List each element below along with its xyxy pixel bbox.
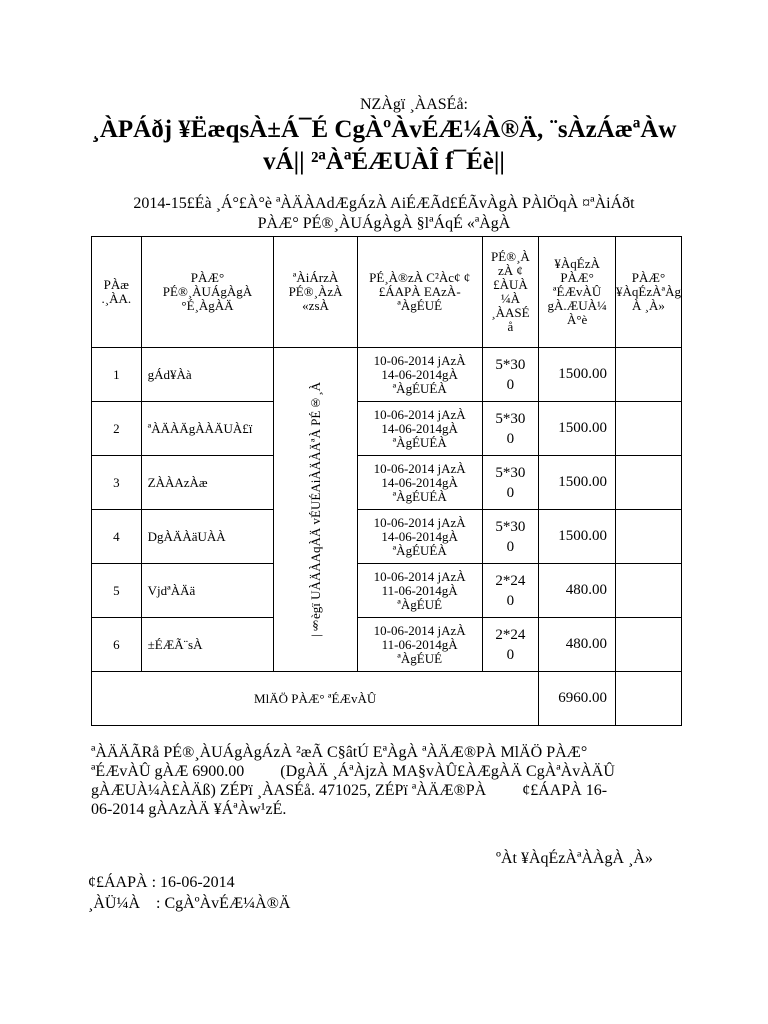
header-amount: ¥ÀqÉzÀ PÀÆ° ªÉÆvÀÛ gÀ.ÆUÀ¼ À°è bbox=[539, 237, 616, 348]
cell-worker-name: ZÀÀAzÀæ bbox=[141, 456, 274, 510]
document-ref-label: NZÀgï ¸ÀASÉå: bbox=[360, 96, 468, 113]
cell-work-period: 10-06-2014 jAzÀ 14-06-2014gÀ ªÀgÉUÉÀ bbox=[357, 348, 482, 402]
paragraph-line: ªÉÆvÀÛ gÀÆ 6900.00 (DgÀÄ ¸ÁªÀjzÀ MA§vÀÛ£ÀÆgÀÄ CgÀªÀvÀÄÛ bbox=[91, 763, 615, 780]
total-label: MlÄÖ PÀÆ° ªÉÆvÀÛ bbox=[92, 672, 539, 726]
cell-days: 5*30 0 bbox=[482, 402, 539, 456]
payment-paragraph bbox=[91, 743, 691, 819]
cell-serial: 4 bbox=[92, 510, 142, 564]
signature-label: ºÀt ¥ÀqÉzÀªÀÀgÀ ¸À» bbox=[496, 850, 653, 867]
cell-worker-name: DgÀÄÀäUÀÀ bbox=[141, 510, 274, 564]
paragraph-line: 06-2014 gÀAzÀÄ ¥ÁªÀw¹zÉ. bbox=[91, 801, 287, 818]
cell-days: 5*30 0 bbox=[482, 510, 539, 564]
cell-signature bbox=[615, 348, 681, 402]
table-body bbox=[92, 348, 682, 726]
cell-work-period: 10-06-2014 jAzÀ 14-06-2014gÀ ªÀgÉUÉÀ bbox=[357, 456, 482, 510]
cell-amount: 1500.00 bbox=[539, 456, 616, 510]
header-work-type: ªÀiÁrzÀ PÉ®¸ÀzÀ «zsÀ bbox=[274, 237, 358, 348]
table-header-row bbox=[92, 237, 682, 348]
document-title bbox=[0, 114, 768, 178]
work-type-text: |§ègï UÀÄÀAqÀÄ vÉUÉAiÀÄÀÄªÀ PÉ®¸À bbox=[307, 382, 323, 637]
cell-work-period: 10-06-2014 jAzÀ 14-06-2014gÀ ªÀgÉUÉÀ bbox=[357, 402, 482, 456]
cell-serial: 6 bbox=[92, 618, 142, 672]
cell-days: 5*30 0 bbox=[482, 456, 539, 510]
title-line-2: vÁ|| ²ªÀªÉÆUÀÎ f¯Éè|| bbox=[263, 148, 505, 175]
cell-days: 2*24 0 bbox=[482, 618, 539, 672]
header-worker-name: PÀÆ° PÉ®¸ÀUÁgÀgÀ °É¸ÀgÀÄ bbox=[141, 237, 274, 348]
cell-amount: 1500.00 bbox=[539, 402, 616, 456]
table-row bbox=[92, 456, 682, 510]
table-row bbox=[92, 402, 682, 456]
header-days: PÉ®¸À zÀ ¢ £ÀUÀ ¼À ¸ÀASÉ å bbox=[482, 237, 539, 348]
total-row bbox=[92, 672, 682, 726]
cell-serial: 1 bbox=[92, 348, 142, 402]
cell-worker-name: VjdªÀÄä bbox=[141, 564, 274, 618]
date-line: ¢£ÁAPÀ : 16-06-2014 bbox=[88, 874, 235, 891]
title-line-1: ¸ÀPÁðj ¥ËæqsÀ±Á¯É CgÀºÀvÉÆ¼À®Ä, ¨sÀzÁæªÀw bbox=[91, 116, 677, 143]
cell-work-period: 10-06-2014 jAzÀ 11-06-2014gÀ ªÀgÉUÉ bbox=[357, 564, 482, 618]
cell-serial: 3 bbox=[92, 456, 142, 510]
cell-worker-name: ±ÉÆÃ¨sÀ bbox=[141, 618, 274, 672]
cell-work-period: 10-06-2014 jAzÀ 14-06-2014gÀ ªÀgÉUÉÀ bbox=[357, 510, 482, 564]
cell-work-type bbox=[274, 348, 358, 672]
cell-signature bbox=[615, 564, 681, 618]
cell-amount: 480.00 bbox=[539, 618, 616, 672]
wage-table bbox=[91, 236, 682, 726]
table-row bbox=[92, 348, 682, 402]
subtitle-line-2: PÀÆ° PÉ®¸ÀUÁgÀgÀ §lªÁqÉ «ªÀgÀ bbox=[257, 215, 511, 232]
cell-days: 2*24 0 bbox=[482, 564, 539, 618]
cell-signature bbox=[615, 510, 681, 564]
header-serial: PÀæ .¸ÀA. bbox=[92, 237, 142, 348]
cell-worker-name: gÁd¥Àà bbox=[141, 348, 274, 402]
cell-signature bbox=[615, 456, 681, 510]
cell-worker-name: ªÀÄÀÄgÀÀÄUÀ£ï bbox=[141, 402, 274, 456]
cell-serial: 2 bbox=[92, 402, 142, 456]
table-row bbox=[92, 510, 682, 564]
paragraph-line: ªÀÄÄÃRå PÉ®¸ÀUÁgÀgÁzÀ ²æÃ C§âtÚ EªÀgÀ ªÀÄÆ®PÀ MlÄÖ PÀÆ° bbox=[91, 744, 588, 761]
cell-amount: 1500.00 bbox=[539, 510, 616, 564]
paragraph-line: gÀÆUÀ¼À£ÀÄß) ZÉPï ¸ÀASÉå. 471025, ZÉPï ªÀÄÆ®PÀ ¢£ÁAPÀ 16- bbox=[91, 782, 608, 799]
cell-amount: 480.00 bbox=[539, 564, 616, 618]
table-row bbox=[92, 618, 682, 672]
cell-days: 5*30 0 bbox=[482, 348, 539, 402]
total-signature-cell bbox=[615, 672, 681, 726]
cell-signature bbox=[615, 402, 681, 456]
place-line: ¸ÀÜ¼À : CgÀºÀvÉÆ¼À®Ä bbox=[88, 895, 291, 912]
cell-work-period: 10-06-2014 jAzÀ 11-06-2014gÀ ªÀgÉUÉ bbox=[357, 618, 482, 672]
cell-serial: 5 bbox=[92, 564, 142, 618]
header-work-period: PÉ¸À®zÀ C²Àc¢ ¢ £ÁAPÀ EAzÀ- ªÀgÉUÉ bbox=[357, 237, 482, 348]
table-row bbox=[92, 564, 682, 618]
header-signature: PÀÆ° ¥ÀqÉzÀªÀg À ¸À» bbox=[615, 237, 681, 348]
total-amount: 6960.00 bbox=[539, 672, 616, 726]
cell-amount: 1500.00 bbox=[539, 348, 616, 402]
cell-signature bbox=[615, 618, 681, 672]
subtitle-line-1: 2014-15£Éà ¸Á°£À°è ªÀÄÀAdÆgÁzÀ AiÉÆÃd£ÉÃvÀgÀ PÀlÖqÀ ¤ªÀiÁðt bbox=[133, 195, 635, 212]
